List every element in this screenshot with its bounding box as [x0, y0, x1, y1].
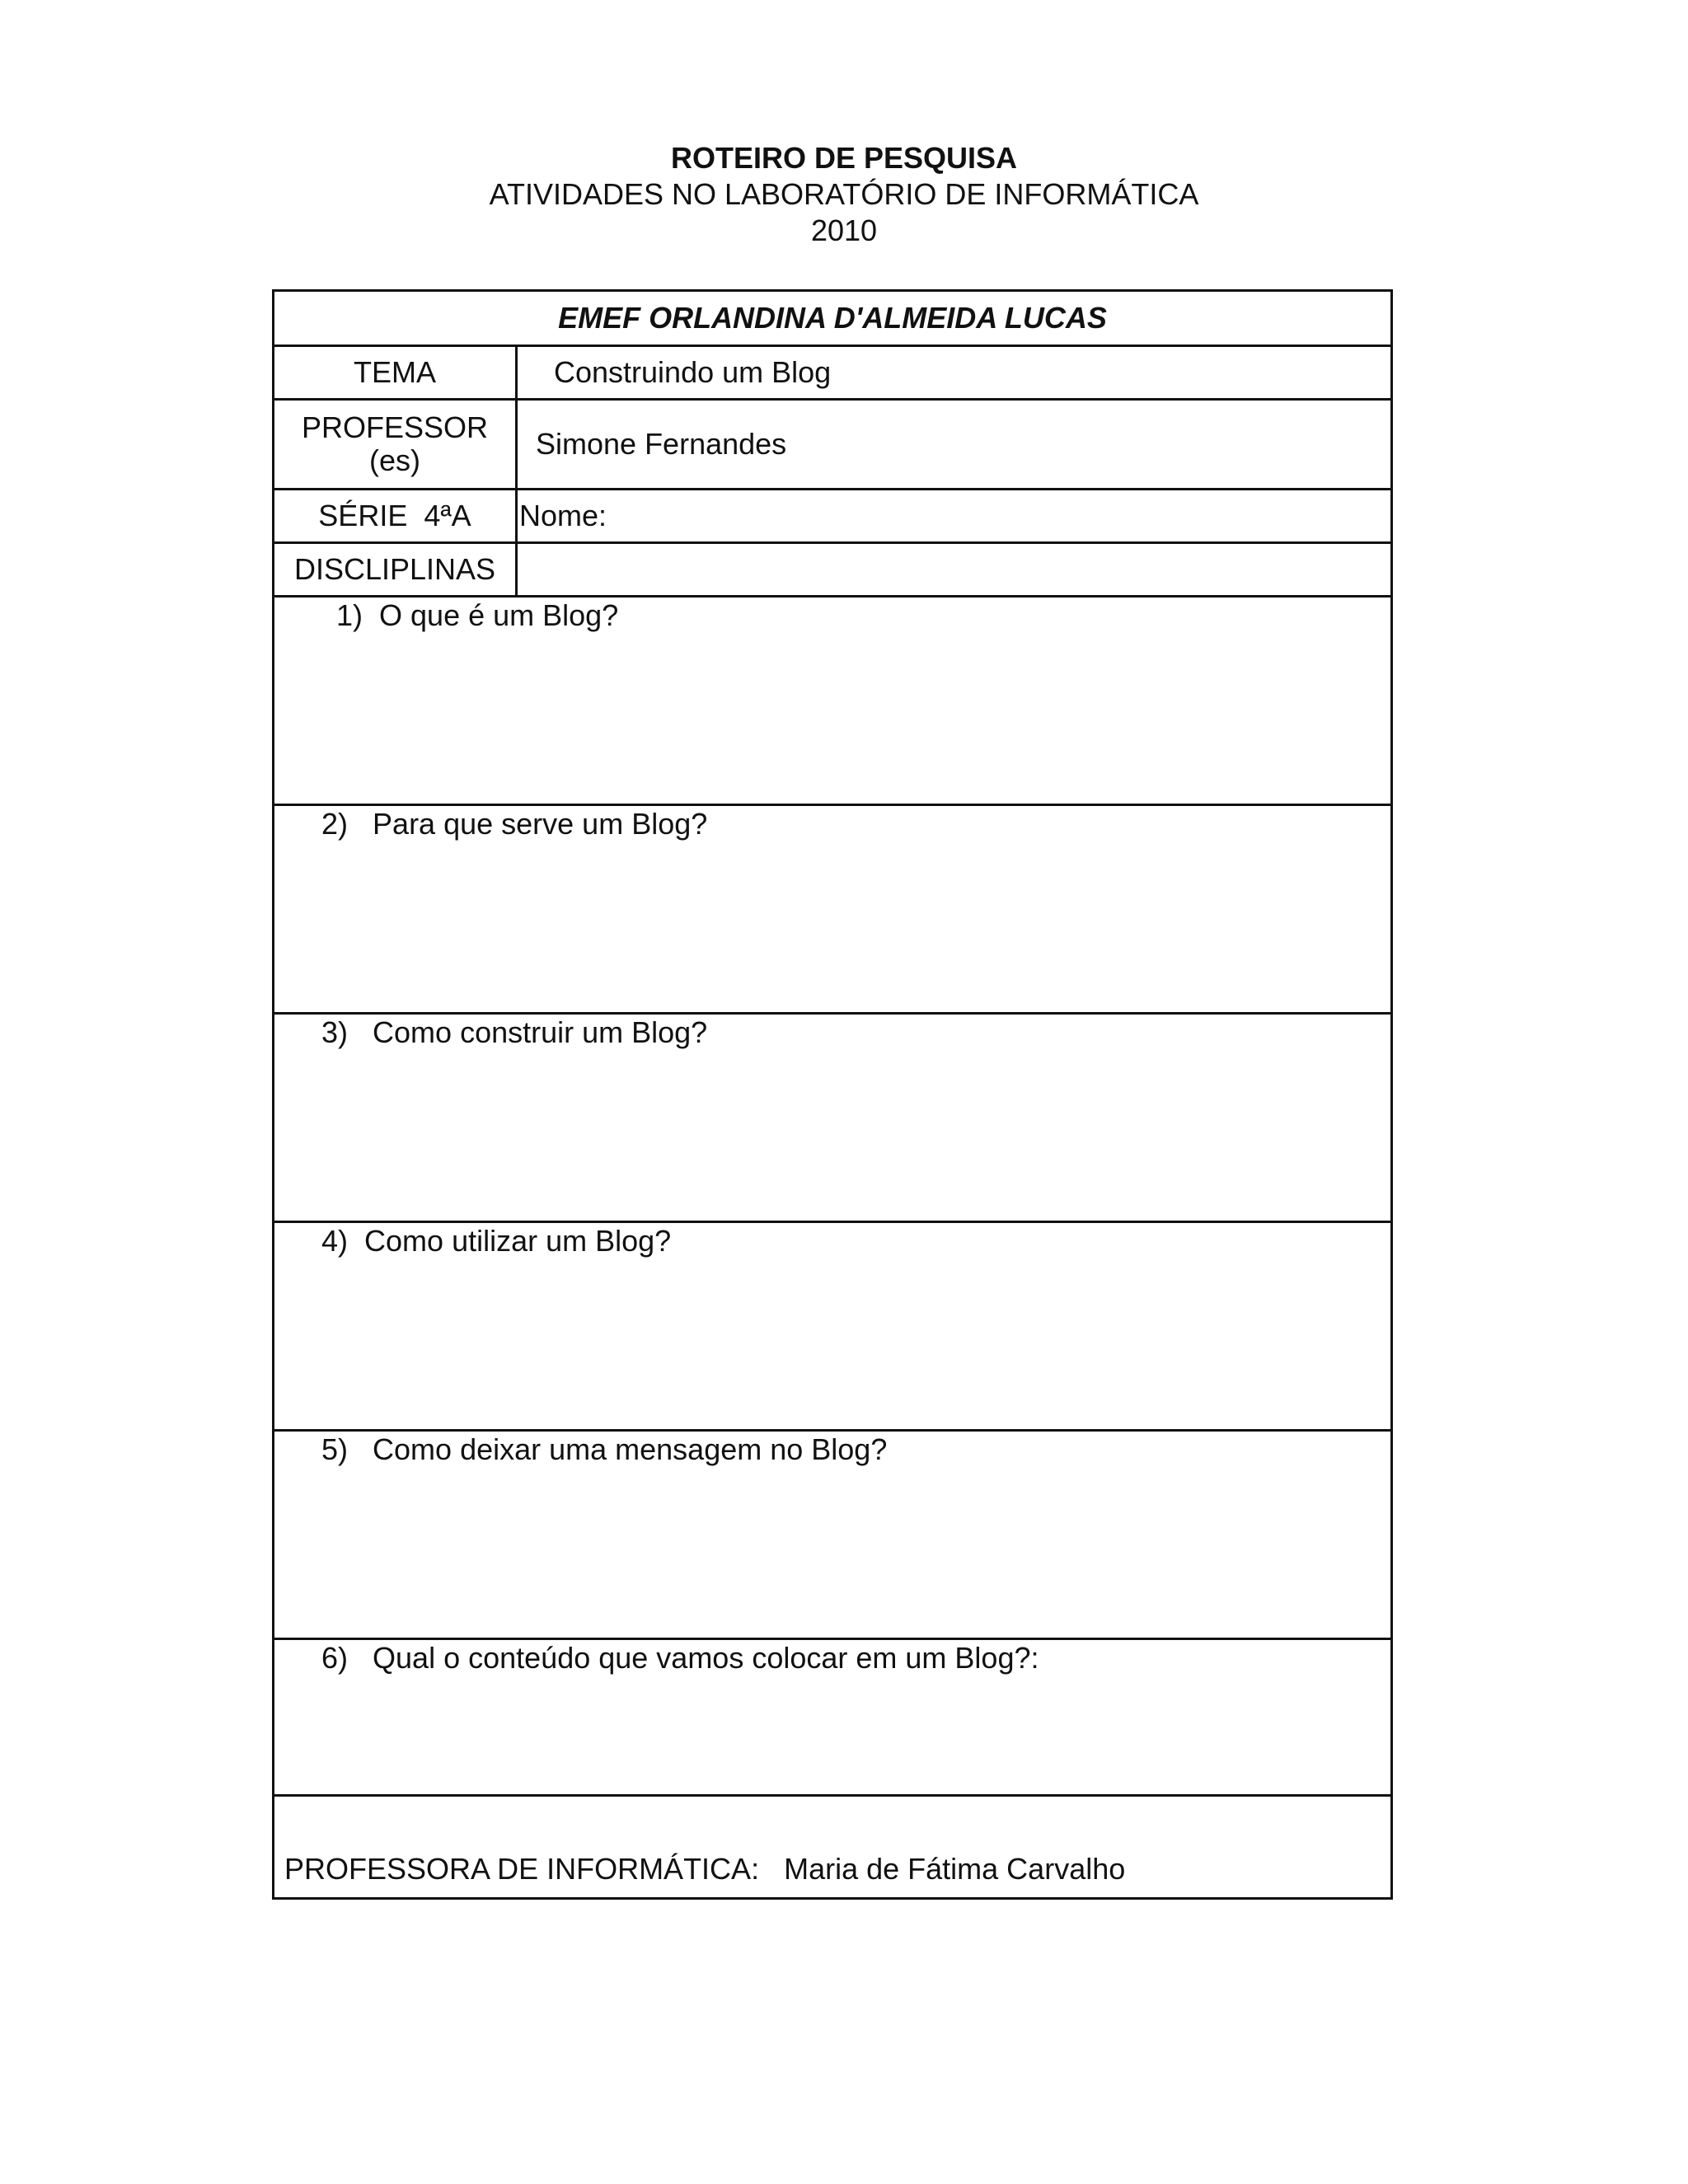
question-text: [321, 1223, 1390, 1259]
question-number: 1): [336, 598, 363, 632]
question-number: 2): [321, 807, 349, 841]
document-title: ROTEIRO DE PESQUISA: [670, 141, 1018, 175]
grade-row: [274, 490, 1390, 544]
computing-teacher-label: PROFESSORA DE INFORMÁTICA:: [284, 1852, 760, 1886]
question-number: 4): [321, 1224, 349, 1258]
research-form-table: [272, 289, 1393, 1900]
question-label: Para que serve um Blog?: [373, 807, 708, 841]
theme-label: TEMA: [274, 347, 518, 398]
teacher-label: PROFESSOR (es): [274, 401, 518, 488]
question-row[interactable]: [274, 1223, 1390, 1432]
question-text: [321, 1640, 1390, 1676]
subjects-label: DISCLIPLINAS: [274, 544, 518, 595]
grade-label: SÉRIE 4ªA: [274, 490, 518, 541]
question-label: Como deixar uma mensagem no Blog?: [373, 1432, 888, 1466]
question-label: Como construir um Blog?: [373, 1015, 708, 1049]
document-year: 2010: [810, 213, 878, 247]
question-text: [336, 598, 1390, 634]
subjects-row: [274, 544, 1390, 598]
computing-teacher-name: Maria de Fátima Carvalho: [784, 1852, 1126, 1886]
computing-teacher: [284, 1852, 1125, 1886]
question-label: O que é um Blog?: [379, 598, 619, 632]
footer-row: [274, 1797, 1390, 1900]
theme-value[interactable]: Construindo um Blog: [554, 355, 832, 389]
school-row: [274, 292, 1390, 347]
question-row[interactable]: [274, 806, 1390, 1015]
school-name: EMEF ORLANDINA D'ALMEIDA LUCAS: [558, 301, 1107, 335]
question-text: [321, 806, 1390, 842]
question-text: [321, 1015, 1390, 1051]
question-number: 3): [321, 1015, 349, 1049]
theme-row: [274, 347, 1390, 401]
question-row[interactable]: [274, 598, 1390, 806]
question-number: 6): [321, 1641, 349, 1675]
question-row[interactable]: [274, 1432, 1390, 1640]
teacher-value[interactable]: Simone Fernandes: [536, 427, 787, 461]
question-number: 5): [321, 1432, 349, 1466]
question-row[interactable]: [274, 1015, 1390, 1223]
question-label: Qual o conteúdo que vamos colocar em um Blog?:: [373, 1641, 1039, 1675]
student-name-field[interactable]: Nome:: [519, 499, 607, 532]
document-header: [0, 140, 1688, 249]
subjects-value[interactable]: [518, 544, 1390, 595]
question-text: [321, 1432, 1390, 1468]
question-row[interactable]: [274, 1640, 1390, 1797]
teacher-row: [274, 401, 1390, 490]
question-label: Como utilizar um Blog?: [364, 1224, 672, 1258]
document-subtitle: ATIVIDADES NO LABORATÓRIO DE INFORMÁTICA: [489, 177, 1199, 211]
